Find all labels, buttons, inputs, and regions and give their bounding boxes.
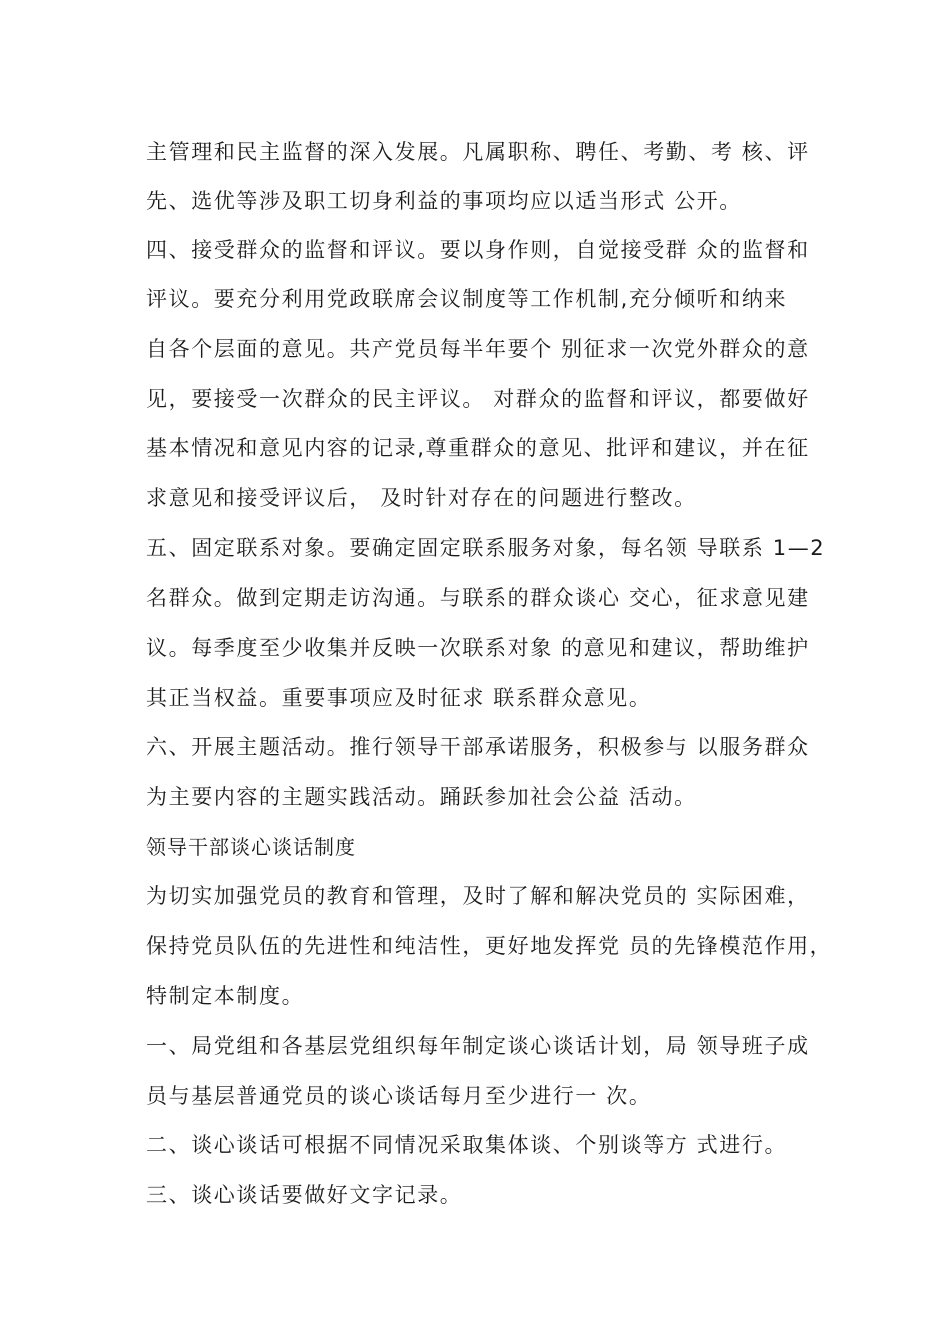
text-line: 自各个层面的意见。共产党员每半年要个 别征求一次党外群众的意 [146,337,810,361]
text-line: 四、接受群众的监督和评议。要以身作则，自觉接受群 众的监督和 [146,238,810,262]
text-line: 一、局党组和各基层党组织每年制定谈心谈话计划，局 领导班子成 [146,1034,810,1058]
section-heading: 领导干部谈心谈话制度 [146,835,356,859]
text-line: 特制定本制度。 [146,984,305,1008]
text-line: 三、谈心谈话要做好文字记录。 [146,1183,463,1207]
text-line: 员与基层普通党员的谈心谈话每月至少进行一 次。 [146,1084,652,1108]
text-line: 其正当权益。重要事项应及时征求 联系群众意见。 [146,686,652,710]
text-line: 主管理和民主监督的深入发展。凡属职称、聘任、考勤、考 核、评 [146,140,810,164]
text-line: 为切实加强党员的教育和管理，及时了解和解决党员的 实际困难， [146,884,810,908]
text-line: 见，要接受一次群众的民主评议。 对群众的监督和评议，都要做好 [146,387,810,411]
text-line: 名群众。做到定期走访沟通。与联系的群众谈心 交心，征求意见建 [146,586,810,610]
text-line: 保持党员队伍的先进性和纯洁性，更好地发挥党 员的先锋模范作用， [146,934,833,958]
text-line: 先、选优等涉及职工切身利益的事项均应以适当形式 公开。 [146,189,742,213]
text-line: 基本情况和意见内容的记录,尊重群众的意见、批评和建议，并在征 [146,436,810,460]
text-line: 五、固定联系对象。要确定固定联系服务对象，每名领 导联系 1—2 [146,536,826,560]
text-line: 为主要内容的主题实践活动。踊跃参加社会公益 活动。 [146,785,697,809]
text-line: 评议。要充分利用党政联席会议制度等工作机制,充分倾听和纳来 [146,287,788,311]
text-line: 求意见和接受评议后， 及时针对存在的问题进行整改。 [146,486,697,510]
text-line: 六、开展主题活动。推行领导干部承诺服务，积极参与 以服务群众 [146,735,810,759]
text-line: 议。每季度至少收集并反映一次联系对象 的意见和建议，帮助维护 [146,636,810,660]
text-line: 二、谈心谈话可根据不同情况采取集体谈、个别谈等方 式进行。 [146,1133,788,1157]
